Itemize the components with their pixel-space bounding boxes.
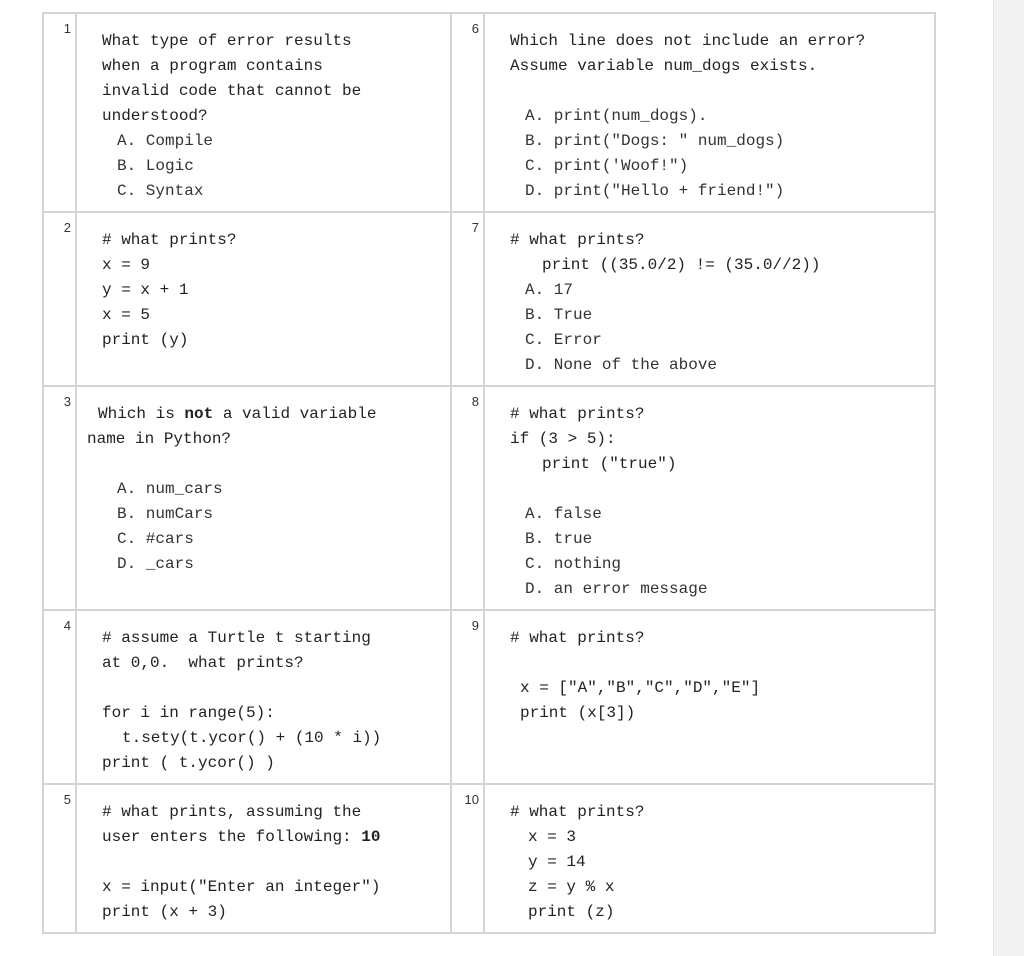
question-5 [76, 784, 451, 933]
code-line: y = 14 [528, 853, 586, 871]
code-line: # what prints? [510, 231, 645, 249]
question-number-cell [43, 386, 76, 610]
question-number-cell [451, 610, 484, 784]
answer-option: B. print("Dogs: " num_dogs) [525, 132, 785, 150]
question-text: understood? [102, 107, 208, 125]
question-text-part: Which is [98, 405, 185, 423]
question-number-cell [451, 212, 484, 386]
code-line: at 0,0. what prints? [102, 654, 304, 672]
code-line: print ("true") [542, 455, 677, 473]
answer-option: C. #cars [117, 530, 194, 548]
question-number-cell [43, 13, 76, 212]
code-line: x = input("Enter an integer") [102, 878, 381, 896]
code-line: x = 9 [102, 256, 151, 274]
quiz-table [42, 12, 936, 934]
answer-option: A. false [525, 505, 602, 523]
question-text: invalid code that cannot be [102, 82, 362, 100]
question-number: 7 [471, 220, 479, 235]
answer-option: C. Syntax [117, 182, 204, 200]
question-9 [484, 610, 935, 784]
question-number-cell [451, 386, 484, 610]
question-number-cell [43, 610, 76, 784]
answer-option: C. nothing [525, 555, 622, 573]
code-text-emphasis: 10 [361, 828, 381, 846]
question-number-cell [451, 13, 484, 212]
code-line: # assume a Turtle t starting [102, 629, 371, 647]
question-text: name in Python? [87, 430, 232, 448]
answer-option: B. numCars [117, 505, 214, 523]
table-row [43, 386, 935, 610]
answer-option: A. Compile [117, 132, 214, 150]
answer-option: B. true [525, 530, 593, 548]
table-row [43, 13, 935, 212]
answer-option: C. Error [525, 331, 602, 349]
blank-line [485, 477, 934, 502]
table-row [43, 212, 935, 386]
question-text: Which line does not include an error? [510, 32, 866, 50]
question-text: Assume variable num_dogs exists. [510, 57, 818, 75]
code-line: x = 5 [102, 306, 151, 324]
question-2 [76, 212, 451, 386]
question-number: 2 [63, 220, 71, 235]
answer-option: D. None of the above [525, 356, 718, 374]
code-line: # what prints? [510, 803, 645, 821]
code-line: for i in range(5): [102, 704, 275, 722]
answer-option: A. 17 [525, 281, 574, 299]
question-1 [76, 13, 451, 212]
question-text: What type of error results [102, 32, 352, 50]
question-number: 4 [63, 618, 71, 633]
question-number: 8 [471, 394, 479, 409]
code-line: print ( t.ycor() ) [102, 754, 275, 772]
question-10 [484, 784, 935, 933]
answer-option: B. True [525, 306, 593, 324]
question-number: 3 [63, 394, 71, 409]
table-row [43, 784, 935, 933]
question-text-emphasis: not [184, 405, 214, 423]
question-number-cell [451, 784, 484, 933]
answer-option: D. _cars [117, 555, 194, 573]
question-number: 1 [63, 21, 71, 36]
code-line: # what prints? [510, 629, 645, 647]
table-row [43, 610, 935, 784]
question-text-part: a valid variable [213, 405, 377, 423]
code-line: print (x + 3) [102, 903, 227, 921]
code-line: x = 3 [528, 828, 577, 846]
question-7 [484, 212, 935, 386]
question-number: 10 [464, 792, 479, 807]
question-number-cell [43, 212, 76, 386]
blank-line [77, 850, 450, 875]
code-line: print (y) [102, 331, 189, 349]
question-8 [484, 386, 935, 610]
code-line: print ((35.0/2) != (35.0//2)) [542, 256, 821, 274]
code-line: # what prints? [510, 405, 645, 423]
code-line: if (3 > 5): [510, 430, 616, 448]
answer-option: B. Logic [117, 157, 194, 175]
question-number: 9 [471, 618, 479, 633]
question-6 [484, 13, 935, 212]
code-line: print (x[3]) [520, 704, 636, 722]
blank-line [485, 79, 934, 104]
question-number: 6 [471, 21, 479, 36]
question-4 [76, 610, 451, 784]
scrollbar-gutter[interactable] [993, 0, 1024, 956]
answer-option: D. an error message [525, 580, 708, 598]
code-line: y = x + 1 [102, 281, 189, 299]
blank-line [77, 676, 450, 701]
code-line: # what prints? [102, 231, 237, 249]
question-number-cell [43, 784, 76, 933]
code-line: t.sety(t.ycor() + (10 * i)) [122, 729, 382, 747]
code-line [77, 825, 450, 850]
question-text: when a program contains [102, 57, 323, 75]
code-line: # what prints, assuming the [102, 803, 362, 821]
answer-option: D. print("Hello + friend!") [525, 182, 785, 200]
code-line: z = y % x [528, 878, 615, 896]
question-3 [76, 386, 451, 610]
code-line: print (z) [528, 903, 615, 921]
question-number: 5 [63, 792, 71, 807]
question-text [77, 402, 450, 427]
code-line: x = ["A","B","C","D","E"] [520, 679, 761, 697]
blank-line [485, 651, 934, 676]
answer-option: A. print(num_dogs). [525, 107, 708, 125]
answer-option: C. print('Woof!") [525, 157, 689, 175]
blank-line [77, 452, 450, 477]
answer-option: A. num_cars [117, 480, 223, 498]
code-text-part: user enters the following: [102, 828, 362, 846]
